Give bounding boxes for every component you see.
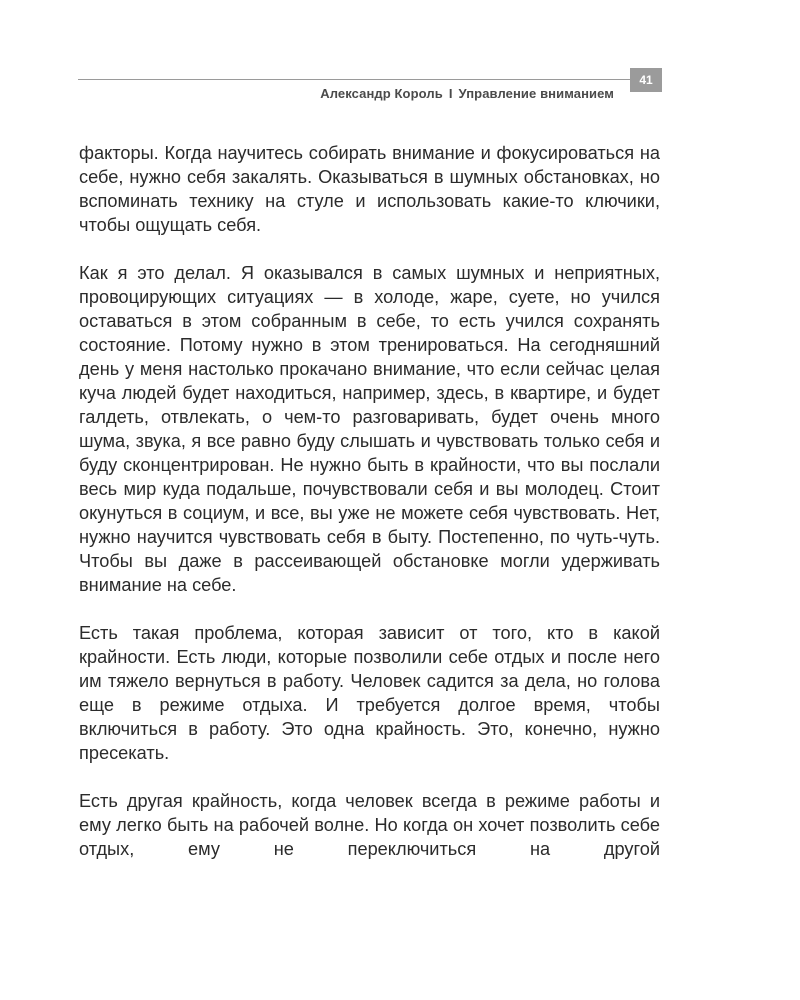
- header-book-title: Управление вниманием: [458, 86, 614, 101]
- page-number: 41: [630, 68, 662, 92]
- paragraph: Есть такая проблема, которая зависит от того, кто в какой крайности. Есть люди, которые позволили себе отдых и после него им тяжело вернуться в работу. Человек садится за дела, но голова еще в режиме отдыха. И требуется долгое время, чтобы включиться в работу. Это одна крайность. Это, конечно, нужно пресекать.: [79, 623, 660, 763]
- paragraph: факторы. Когда научитесь собирать внимание и фокусироваться на себе, нужно себя закалять. Оказываться в шумных обстановках, но вспоминать технику на стуле и использовать какие-то ключики, чтобы ощущать себя.: [79, 143, 660, 235]
- paragraph: Как я это делал. Я оказывался в самых шумных и неприятных, провоцирующих ситуациях — в холоде, жаре, суете, но учился оставаться в этом собранным в себе, то есть учился сохранять состояние. Потому нужно в этом тренироваться. На сегодняшний день у меня настолько прокачано внимание, что если сейчас целая куча людей будет находиться, например, здесь, в квартире, и будет галдеть, отвлекать, о чем-то разговаривать, будет очень много шума, звука, я все равно буду слышать и чувствовать только себя и буду сконцентрирован. Не нужно быть в крайности, что вы послали весь мир куда подальше, почувствовали себя и вы молодец. Стоит окунуться в социум, и все, вы уже не можете себя чувствовать. Нет, нужно научится чувствовать себя в быту. Постепенно, по чуть-чуть. Чтобы вы даже в рассеивающей обстановке могли удерживать внимание на себе.: [79, 263, 660, 595]
- paragraph: Есть другая крайность, когда человек всегда в режиме работы и ему легко быть на рабочей волне. Но когда он хочет позволить себе отдых, ему не переключиться на другой: [79, 791, 660, 859]
- body-text: [79, 141, 660, 885]
- header-separator: I: [448, 86, 453, 101]
- header-rule: [78, 79, 630, 80]
- header-author: Александр Король: [320, 86, 443, 101]
- running-header: [320, 86, 614, 101]
